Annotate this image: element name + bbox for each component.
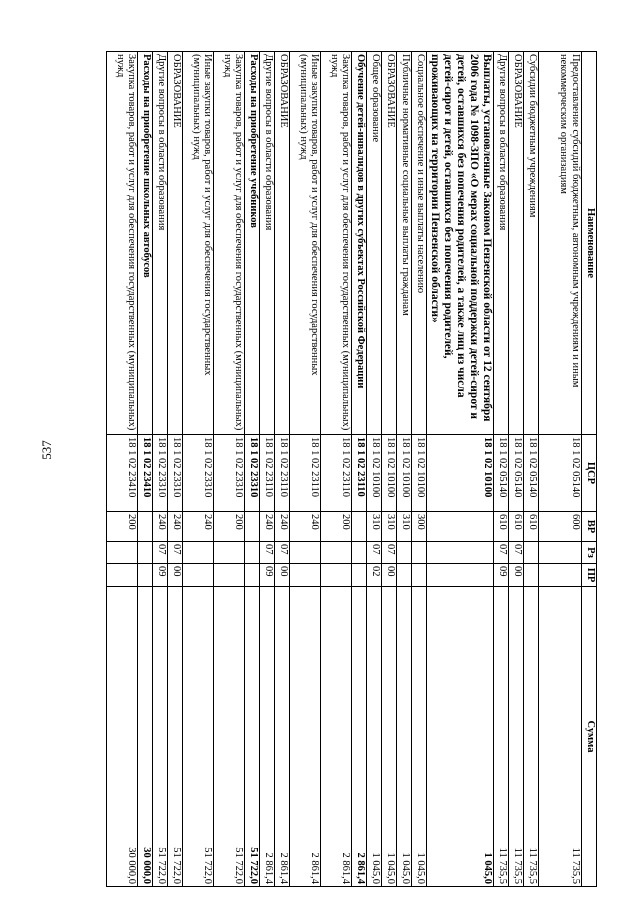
table-header: [582, 52, 597, 887]
cell-pr: [290, 564, 321, 587]
cell-pr: 09: [260, 564, 275, 587]
cell-rz: [412, 542, 427, 564]
cell-name: Закупка товаров, работ и услуг для обеспечения государственных (муниципальных) нужд: [214, 52, 245, 435]
cell-vr: 240: [260, 512, 275, 542]
table-row: [168, 52, 183, 887]
header-vr: ВР: [582, 512, 597, 542]
cell-vr: 310: [382, 512, 397, 542]
cell-vr: 300: [412, 512, 427, 542]
cell-sum: 51 722,0: [245, 587, 260, 887]
cell-pr: [427, 564, 494, 587]
cell-pr: 00: [168, 564, 183, 587]
cell-vr: [427, 512, 494, 542]
cell-vr: 200: [321, 512, 352, 542]
cell-csr: 18 1 02 23110: [321, 435, 352, 512]
cell-csr: 18 1 02 05140: [539, 435, 582, 512]
cell-pr: [214, 564, 245, 587]
cell-sum: 11 735,5: [509, 587, 524, 887]
cell-csr: 18 1 02 23310: [168, 435, 183, 512]
cell-pr: 00: [382, 564, 397, 587]
cell-pr: 02: [367, 564, 382, 587]
cell-vr: 600: [539, 512, 582, 542]
cell-vr: 240: [168, 512, 183, 542]
cell-name: Иные закупки товаров, работ и услуг для обеспечения государственных (муниципальных) нужд: [290, 52, 321, 435]
cell-name: Выплаты, установленные Законом Пензенской области от 12 сентября 2006 года № 1098-ЗПО «О мерах социальной поддержки детей-сирот и детей, оставшихся без попечения родителей, а также лиц из числа детей-сирот и детей, оставшихся без попечения родителей, проживающих на территории Пензенской области»: [427, 52, 494, 435]
cell-pr: [107, 564, 138, 587]
table-row: [509, 52, 524, 887]
cell-sum: 1 045,0: [412, 587, 427, 887]
cell-name: ОБРАЗОВАНИЕ: [509, 52, 524, 435]
cell-rz: [138, 542, 153, 564]
cell-vr: 240: [183, 512, 214, 542]
cell-sum: 2 861,4: [290, 587, 321, 887]
cell-name: Субсидии бюджетным учреждениям: [524, 52, 539, 435]
cell-name: Социальное обеспечение и иные выплаты населению: [412, 52, 427, 435]
cell-vr: 240: [290, 512, 321, 542]
table-body: [107, 52, 582, 887]
cell-vr: 610: [524, 512, 539, 542]
cell-name: ОБРАЗОВАНИЕ: [275, 52, 290, 435]
cell-vr: 240: [275, 512, 290, 542]
cell-csr: 18 1 02 10100: [382, 435, 397, 512]
cell-pr: [245, 564, 260, 587]
cell-csr: 18 1 02 23110: [275, 435, 290, 512]
table-row: [290, 52, 321, 887]
cell-csr: 18 1 02 23310: [214, 435, 245, 512]
cell-sum: 11 735,5: [539, 587, 582, 887]
table-row: [539, 52, 582, 887]
cell-csr: 18 1 02 23110: [260, 435, 275, 512]
table-row: [367, 52, 382, 887]
cell-csr: 18 1 02 05140: [509, 435, 524, 512]
cell-vr: [245, 512, 260, 542]
cell-csr: 18 1 02 05140: [494, 435, 509, 512]
cell-rz: [397, 542, 412, 564]
table-row: [138, 52, 153, 887]
cell-pr: [321, 564, 352, 587]
cell-csr: 18 1 02 10100: [412, 435, 427, 512]
cell-vr: [138, 512, 153, 542]
table-row: [214, 52, 245, 887]
cell-pr: [138, 564, 153, 587]
table-row: [107, 52, 138, 887]
cell-rz: [524, 542, 539, 564]
cell-rz: [290, 542, 321, 564]
table-row: [494, 52, 509, 887]
cell-name: Публичные нормативные социальные выплаты гражданам: [397, 52, 412, 435]
cell-sum: 30 000,0: [138, 587, 153, 887]
cell-rz: 07: [494, 542, 509, 564]
header-pr: ПР: [582, 564, 597, 587]
cell-sum: 1 045,0: [367, 587, 382, 887]
cell-name: Общее образование: [367, 52, 382, 435]
header-name: Наименование: [582, 52, 597, 435]
cell-pr: [539, 564, 582, 587]
cell-name: Предоставление субсидий бюджетным, автономным учреждениям и иным некоммерческим организациям: [539, 52, 582, 435]
cell-name: Обучение детей-инвалидов в других субъектах Российской Федерации: [352, 52, 367, 435]
header-sum: Сумма: [582, 587, 597, 887]
cell-sum: 51 722,0: [214, 587, 245, 887]
cell-name: Другие вопросы в области образования: [260, 52, 275, 435]
cell-csr: 18 1 02 23410: [138, 435, 153, 512]
cell-name: Закупка товаров, работ и услуг для обеспечения государственных (муниципальных) нужд: [321, 52, 352, 435]
cell-pr: 00: [275, 564, 290, 587]
table-row: [397, 52, 412, 887]
cell-sum: 11 735,5: [524, 587, 539, 887]
cell-csr: 18 1 02 05140: [524, 435, 539, 512]
cell-vr: 200: [107, 512, 138, 542]
cell-rz: [245, 542, 260, 564]
cell-vr: [352, 512, 367, 542]
cell-name: Другие вопросы в области образования: [153, 52, 168, 435]
cell-name: ОБРАЗОВАНИЕ: [382, 52, 397, 435]
cell-csr: 18 1 02 10100: [367, 435, 382, 512]
cell-csr: 18 1 02 23310: [153, 435, 168, 512]
header-rz: Рз: [582, 542, 597, 564]
cell-sum: 2 861,4: [352, 587, 367, 887]
cell-vr: 310: [367, 512, 382, 542]
cell-csr: 18 1 02 23410: [107, 435, 138, 512]
cell-sum: 30 000,0: [107, 587, 138, 887]
cell-rz: [214, 542, 245, 564]
cell-sum: 51 722,0: [183, 587, 214, 887]
cell-csr: 18 1 02 23310: [245, 435, 260, 512]
cell-csr: 18 1 02 23110: [290, 435, 321, 512]
cell-sum: 1 045,0: [397, 587, 412, 887]
cell-sum: 51 722,0: [168, 587, 183, 887]
cell-pr: 00: [509, 564, 524, 587]
cell-rz: 07: [260, 542, 275, 564]
table-row: [352, 52, 367, 887]
cell-pr: 09: [494, 564, 509, 587]
cell-rz: [107, 542, 138, 564]
cell-sum: 2 861,4: [260, 587, 275, 887]
table-row: [412, 52, 427, 887]
cell-rz: [183, 542, 214, 564]
header-csr: ЦСР: [582, 435, 597, 512]
cell-rz: 07: [509, 542, 524, 564]
cell-pr: [412, 564, 427, 587]
cell-rz: [427, 542, 494, 564]
cell-name: Иные закупки товаров, работ и услуг для обеспечения государственных (муниципальных) нужд: [183, 52, 214, 435]
budget-table: [106, 51, 597, 887]
cell-rz: 07: [367, 542, 382, 564]
cell-pr: [524, 564, 539, 587]
cell-vr: 310: [397, 512, 412, 542]
cell-sum: 1 045,0: [427, 587, 494, 887]
table-row: [183, 52, 214, 887]
cell-name: Другие вопросы в области образования: [494, 52, 509, 435]
cell-sum: 51 722,0: [153, 587, 168, 887]
cell-name: Расходы на приобретение учебников: [245, 52, 260, 435]
cell-rz: 07: [153, 542, 168, 564]
cell-name: Закупка товаров, работ и услуг для обеспечения государственных (муниципальных) нужд: [107, 52, 138, 435]
cell-rz: [321, 542, 352, 564]
cell-rz: 07: [382, 542, 397, 564]
table-row: [275, 52, 290, 887]
cell-pr: [397, 564, 412, 587]
cell-name: ОБРАЗОВАНИЕ: [168, 52, 183, 435]
cell-rz: [352, 542, 367, 564]
cell-rz: [539, 542, 582, 564]
table-row: [382, 52, 397, 887]
cell-vr: 610: [494, 512, 509, 542]
cell-vr: 240: [153, 512, 168, 542]
cell-pr: 09: [153, 564, 168, 587]
cell-csr: 18 1 02 23310: [183, 435, 214, 512]
cell-csr: 18 1 02 23110: [352, 435, 367, 512]
table-row: [153, 52, 168, 887]
cell-csr: 18 1 02 10100: [397, 435, 412, 512]
page-number: 537: [38, 440, 54, 460]
cell-sum: 2 861,4: [321, 587, 352, 887]
cell-rz: 07: [168, 542, 183, 564]
cell-rz: 07: [275, 542, 290, 564]
cell-sum: 1 045,0: [382, 587, 397, 887]
table-row: [524, 52, 539, 887]
table-row: [321, 52, 352, 887]
cell-pr: [183, 564, 214, 587]
cell-pr: [352, 564, 367, 587]
cell-vr: 200: [214, 512, 245, 542]
cell-vr: 610: [509, 512, 524, 542]
cell-sum: 11 735,5: [494, 587, 509, 887]
cell-csr: 18 1 02 10100: [427, 435, 494, 512]
cell-sum: 2 861,4: [275, 587, 290, 887]
table-row: [427, 52, 494, 887]
table-row: [245, 52, 260, 887]
cell-name: Расходы на приобретение школьных автобусов: [138, 52, 153, 435]
table-row: [260, 52, 275, 887]
